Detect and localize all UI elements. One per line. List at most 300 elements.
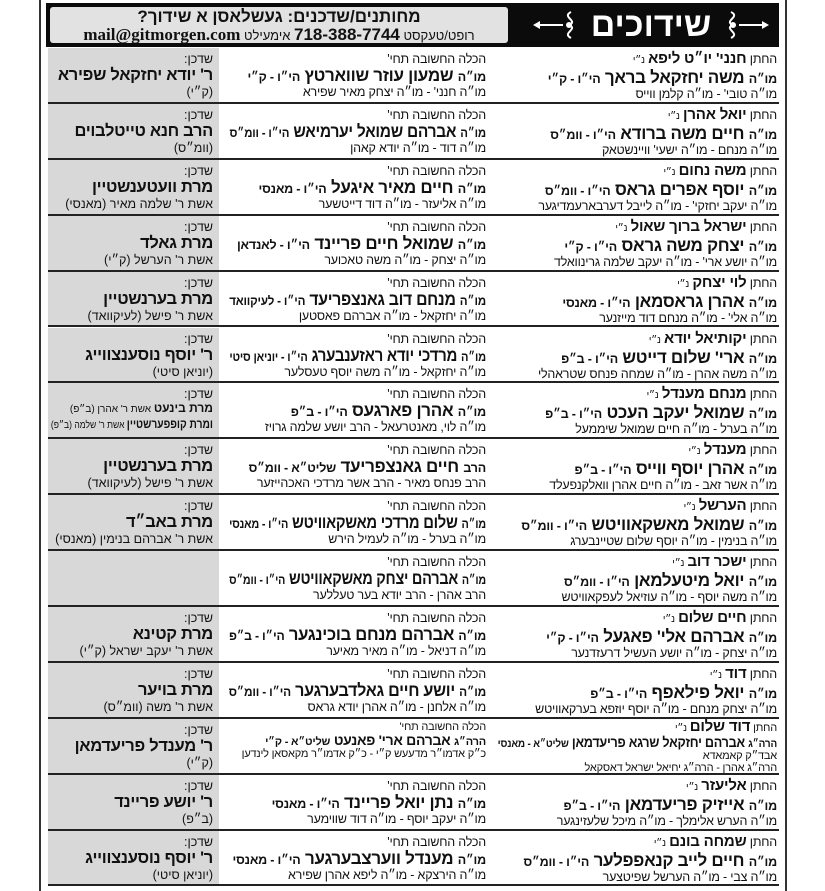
bride-column	[228, 104, 486, 155]
bride-father-name: חיים מאיר איגעל	[330, 177, 454, 197]
bride-father-title: מו״ה	[461, 573, 486, 588]
groom-prefix: החתן	[749, 666, 777, 681]
bride-column	[228, 495, 486, 546]
bride-label: הכלה החשובה תחי'	[387, 834, 486, 849]
bride-father-place: הי״ו - וומ״ס	[229, 125, 290, 140]
bride-father-name: אהרן פארגעס	[352, 401, 454, 421]
shadchan-column	[48, 272, 219, 326]
groom-line	[497, 105, 777, 124]
bride-father-name: חיים גאנצפריעד	[340, 457, 459, 477]
bride-parents: מו״ה יחזקאל - מו״ה אברהם פאסטען	[298, 308, 486, 323]
bride-father-name: מרדכי יודא ראזענבערג	[311, 345, 458, 365]
bride-father-line	[228, 793, 486, 812]
groom-parents: מו״ה מנחם - מו״ה ישעי' וויינשטאק	[601, 142, 777, 157]
shadchan-name: מרת בערנשטיין	[103, 457, 213, 476]
groom-father-title: מו״ה	[748, 854, 777, 869]
shadchan-column	[48, 160, 219, 214]
groom-father-place: הי״ו - וומ״ס	[563, 575, 630, 590]
groom-father-line	[497, 403, 777, 422]
groom-father-title: מו״ה	[748, 463, 777, 478]
bride-father-line	[228, 178, 486, 197]
bride-parents: מו״ה בערל - מו״ה לעמיל הירש	[328, 532, 486, 547]
groom-prefix: החתן	[749, 499, 777, 514]
groom-line	[497, 387, 777, 403]
shadchan-note: (ב״פ)	[182, 811, 213, 826]
shadchan-name: מרת בערנשטיין	[103, 289, 213, 308]
shadchan-entry	[50, 417, 213, 433]
bride-parents: הרב אהרן - הרב יודא בער טעללער	[313, 588, 486, 603]
groom-father-name: ארי' שלום דייטש	[622, 347, 745, 367]
bride-father-title: מו״ה	[461, 517, 486, 532]
groom-father-line	[497, 515, 777, 534]
groom-father-place: הי״ו - וומ״ס	[523, 854, 590, 869]
shadchan-label: שדכן:	[184, 443, 213, 458]
bride-father-title: מו״ה	[458, 629, 486, 643]
groom-name: חנני' יו״ט ליפא	[648, 50, 747, 67]
bride-label: הכלה החשובה תחי'	[387, 778, 486, 793]
groom-prefix: החתן	[749, 331, 777, 346]
bride-parents: מו״ה דניאל - מו״ה מאיר מאיער	[326, 644, 486, 658]
engagement-row	[48, 495, 779, 551]
groom-line	[497, 611, 777, 627]
bride-father-title: מו״ה	[457, 70, 486, 84]
groom-suffix: נ״י	[688, 446, 701, 458]
bride-father-title: מו״ה	[457, 237, 486, 252]
bride-father-name: שלום מרדכי מאשקאוויטש	[292, 513, 458, 533]
groom-father-line	[497, 851, 777, 870]
groom-line	[497, 664, 777, 683]
phone-number: 718-388-7744	[294, 25, 400, 44]
bride-father-line	[229, 345, 486, 365]
bride-father-line	[228, 457, 486, 476]
bride-parents: מו״ה יחזקאל - מו״ה משה יוסף טעסלער	[284, 364, 486, 379]
bride-father-title: מו״ה	[461, 349, 486, 364]
groom-father-place: הי״ו - ב״פ	[545, 407, 602, 422]
groom-prefix: החתן	[749, 611, 777, 625]
bride-label: הכלה החשובה תחי'	[387, 52, 486, 66]
page-border-right	[785, 0, 787, 891]
bride-father-name: אברהם יצחק מאשקאוויטש	[289, 569, 459, 589]
groom-father-title: מו״ה	[748, 686, 777, 701]
shadchan-name: ר' יושע פריינד	[114, 792, 213, 811]
bride-label: הכלה החשובה תחי'	[387, 331, 486, 346]
shadchan-note: אשת ר' אברהם בנימין (מאנסי)	[55, 532, 213, 547]
groom-father-line	[497, 733, 777, 750]
bride-father-place: הי״ו - יוניאן סיטי	[229, 349, 308, 364]
bride-father-title: מו״ה	[459, 684, 486, 699]
groom-father-name: יואל מיטעלמאן	[634, 571, 745, 591]
groom-father-place: הי״ו - ב״פ	[590, 686, 648, 701]
bride-father-line	[228, 733, 486, 748]
shadchan-note: אשת ר' יעקב ישראל (ק״י)	[79, 644, 213, 658]
groom-father-name: אברהם יחזקאל שרגא פריעדמאן	[571, 733, 745, 750]
groom-father-title: מו״ה	[748, 351, 777, 366]
engagement-row	[48, 439, 779, 495]
groom-father-title: הרה״ג	[748, 737, 777, 750]
groom-parents: מו״ה משה יוסף - מו״ה עוזיאל לעפקאוויטש	[561, 590, 777, 605]
bride-column	[228, 439, 486, 490]
engagement-row	[48, 383, 779, 439]
groom-column	[497, 383, 777, 436]
groom-line	[497, 52, 777, 68]
shadchan-column	[48, 104, 219, 158]
shadchan-label: שדכן:	[184, 778, 213, 793]
bride-father-line	[229, 289, 486, 309]
bride-father-place: הי״ו - לעיקוואד	[229, 293, 306, 308]
bride-father-line	[228, 66, 486, 85]
bride-label: הכלה החשובה תחי'	[387, 387, 486, 402]
shadchan-name: הרב חנא טייטלבוים	[74, 121, 213, 140]
email-link[interactable]: mail@gitmorgen.com	[83, 25, 241, 44]
groom-prefix: החתן	[749, 275, 777, 290]
groom-father-line	[497, 180, 777, 199]
groom-father-extra: אבד״ק קאמאדא	[702, 749, 777, 762]
groom-column	[497, 48, 777, 101]
shadchan-name: ר' יוסף נוסענצווייג	[85, 345, 213, 364]
shadchan-label: שדכן:	[184, 499, 213, 514]
engagement-row	[48, 831, 779, 887]
groom-father-title: מו״ה	[748, 183, 777, 198]
bride-father-place: הי״ו - וומ״ס	[229, 573, 286, 588]
engagement-row	[48, 48, 779, 104]
groom-name: שמחה בונם	[669, 832, 747, 850]
bride-father-name: יושע חיים גאלדבערגער	[295, 680, 455, 700]
groom-father-line	[497, 348, 777, 367]
groom-father-place: הי״ו - ק״י	[547, 72, 601, 86]
shadchan-name: מרת בינעט	[153, 401, 213, 416]
groom-column	[497, 551, 777, 604]
groom-line	[497, 329, 777, 348]
groom-parents: מו״ה יושע ארי' - מו״ה יעקב שלמה גרינוואלד	[553, 254, 777, 269]
groom-father-name: משה יחזקאל בראך	[604, 68, 745, 87]
groom-suffix: נ״י	[646, 390, 659, 402]
groom-column	[497, 495, 777, 548]
bride-father-line	[228, 401, 486, 420]
groom-prefix: החתן	[753, 721, 777, 734]
groom-name: הערשל	[698, 497, 747, 515]
groom-column	[497, 272, 777, 325]
call-label: רופט/טעקסט	[403, 28, 475, 43]
groom-father-title: מו״ה	[748, 407, 777, 422]
groom-name: דוד שלום	[689, 717, 751, 735]
shadchan-name: ר' יוסף נוסענצווייג	[85, 848, 213, 867]
bride-column	[228, 328, 486, 379]
bride-father-name: שמואל חיים פריינד	[314, 233, 454, 253]
groom-column	[497, 719, 777, 774]
groom-name: יואל אהרן	[683, 105, 747, 123]
shadchan-column	[48, 775, 219, 829]
groom-name: ישכר דוב	[687, 553, 747, 571]
groom-father-place: הי״ו - ק״י	[564, 239, 618, 254]
bride-column	[228, 775, 486, 826]
shadchan-column	[48, 831, 219, 885]
groom-suffix: נ״י	[632, 55, 645, 66]
groom-column	[497, 663, 777, 716]
shadchan-note: אשת ר' הערשל (ק״י)	[104, 252, 213, 267]
section-header	[46, 3, 779, 47]
groom-father-line	[497, 236, 777, 255]
groom-father-title: מו״ה	[748, 72, 777, 86]
groom-parents: מו״ה טובי' - מו״ה קלמן ווייס	[635, 87, 777, 101]
shadchan-label: שדכן:	[184, 834, 213, 849]
ornament-right-icon	[721, 9, 771, 41]
groom-parents: מו״ה בנימין - מו״ה יוסף שלום שטיינבערג	[570, 534, 777, 549]
shadchan-column	[48, 439, 219, 493]
bride-parents: מו״ה חנני' - מו״ה יצחק מאיר שפירא	[302, 85, 486, 99]
engagement-row	[48, 775, 779, 831]
groom-father-name: אהרן גראסמאן	[634, 291, 745, 311]
groom-name: דוד	[725, 664, 747, 682]
bride-label: הכלה החשובה תחי'	[399, 720, 486, 733]
bride-column	[228, 663, 486, 714]
bride-column	[228, 831, 486, 882]
groom-column	[497, 216, 777, 269]
ornament-left-icon	[531, 9, 581, 41]
shadchan-column	[48, 607, 219, 661]
bride-label: הכלה החשובה תחי'	[387, 107, 486, 122]
shadchan-note: אשת ר' שלמה (ב״פ)	[50, 420, 125, 432]
page-border-left	[39, 0, 41, 891]
shadchan-label: שדכן:	[184, 666, 213, 681]
bride-father-name: מנחם דוב גאנצפריעד	[309, 289, 456, 309]
groom-line	[497, 555, 777, 571]
shadchan-note: אשת ר' שלמה מאיר (מאנסי)	[65, 196, 213, 211]
groom-father-line	[497, 571, 777, 590]
groom-father-place: הי״ו - וומ״ס	[544, 183, 611, 198]
groom-suffix: נ״י	[709, 669, 722, 681]
shadchan-name: ר' מענדל פריעדמאן	[74, 736, 213, 755]
shadchan-name: מרת וועטענשטיין	[92, 177, 213, 196]
engagement-row	[48, 663, 779, 719]
groom-name: משה נחום	[678, 161, 747, 179]
groom-column	[497, 831, 777, 884]
groom-prefix: החתן	[749, 107, 777, 122]
shadchan-entry	[50, 401, 213, 417]
bride-label: הכלה החשובה תחי'	[387, 163, 486, 178]
groom-column	[497, 439, 777, 492]
bride-father-name: מענדל ווערצבערגער	[304, 848, 454, 868]
page-title: שידוכים	[590, 6, 712, 44]
groom-suffix: נ״י	[648, 334, 661, 346]
groom-prefix: החתן	[749, 443, 777, 458]
bride-column	[228, 48, 486, 99]
bride-father-title: הרב	[463, 461, 486, 476]
groom-father-title: מו״ה	[748, 575, 777, 590]
shadchan-name: מרת באב״ד	[125, 513, 213, 532]
bride-father-line	[228, 625, 486, 644]
groom-father-place: שליט״א - מאנסי	[497, 737, 569, 750]
bride-father-place: הי״ו - מאנסי	[232, 852, 301, 867]
groom-father-place: הי״ו - ב״פ	[563, 798, 621, 813]
groom-prefix: החתן	[749, 52, 777, 66]
bride-father-place: הי״ו - מאנסי	[229, 517, 289, 532]
bride-label: הכלה החשובה תחי'	[387, 666, 486, 681]
bride-column	[228, 719, 486, 760]
groom-parents: מו״ה יצחק מנחם - מו״ה יוסף יוזפא בערקאוויטש	[535, 701, 777, 716]
engagement-row	[48, 719, 779, 775]
groom-suffix: נ״י	[663, 166, 676, 178]
bride-father-name: אברהם ארי' פאנעט	[333, 731, 451, 748]
groom-father-name: אברהם אלי' פאגעל	[603, 627, 745, 646]
email-label: אימעילט	[243, 28, 291, 43]
shadchan-label: שדכן:	[184, 722, 213, 737]
shadchan-column	[48, 551, 219, 605]
groom-father-name: אייזיק פריעדמאן	[624, 794, 745, 814]
engagement-row	[48, 272, 779, 328]
groom-suffix: נ״י	[677, 278, 690, 290]
groom-name: מנחם מענדל	[661, 385, 747, 403]
bride-father-line	[228, 680, 486, 700]
groom-father-line	[497, 683, 777, 702]
shadchan-note: (יוניאן סיטי)	[152, 867, 213, 882]
groom-parents: מו״ה צבי - מו״ה הערשל שפיטצער	[602, 869, 777, 884]
bride-father-title: מו״ה	[457, 405, 486, 420]
bride-father-place: הי״ו - ב״פ	[290, 405, 348, 420]
shadchan-column	[48, 328, 219, 382]
groom-line	[497, 273, 777, 292]
bride-father-title: מו״ה	[459, 293, 486, 308]
groom-father-name: יצחק משה גראס	[621, 235, 745, 255]
bride-parents: מו״ה אליעזר - מו״ה דוד דייטשער	[318, 196, 486, 211]
groom-suffix: נ״י	[662, 614, 675, 625]
bride-father-name: נתן יואל פריינד	[344, 792, 454, 812]
groom-father-line	[497, 627, 777, 646]
bride-father-line	[229, 513, 486, 533]
shadchan-name: ר' יודא יחזקאל שפירא	[57, 66, 213, 84]
bride-column	[228, 551, 486, 602]
bride-father-line	[228, 234, 486, 253]
bride-father-place: הי״ו - מאנסי	[271, 796, 340, 811]
shadchan-column	[48, 663, 219, 717]
bride-column	[228, 607, 486, 658]
groom-suffix: נ״י	[653, 837, 666, 849]
engagement-row	[48, 160, 779, 216]
bride-father-title: מו״ה	[457, 796, 486, 811]
groom-parents: מו״ה יעקב יחזקי' - מו״ה לייבל דערבארעמדיגער	[538, 198, 777, 213]
groom-father-name: חיים לייב קנאפפלער	[593, 850, 745, 870]
groom-father-title: מו״ה	[748, 631, 777, 645]
shadchan-note: אשת ר' פישל (לעיקוואד)	[87, 308, 213, 323]
groom-suffix: נ״י	[672, 558, 685, 570]
bride-father-name: אברהם מנחם בוכינגער	[288, 625, 455, 644]
bride-father-name: אברהם שמואל יערמיאש	[293, 121, 457, 141]
shadchan-label: שדכן:	[184, 331, 213, 346]
engagement-row	[48, 328, 779, 384]
shadchan-note: (ק״י)	[186, 85, 213, 99]
groom-column	[497, 104, 777, 157]
groom-suffix: נ״י	[683, 502, 696, 514]
shadchan-note: (ק״י)	[186, 755, 213, 770]
groom-name: מענדל	[703, 441, 747, 459]
bride-column	[228, 160, 486, 211]
shadchan-column	[48, 383, 219, 437]
bride-father-line	[228, 849, 486, 868]
groom-column	[497, 607, 777, 660]
bride-father-line	[229, 121, 486, 141]
groom-father-name: אהרן יוסף ווייס	[635, 459, 745, 479]
groom-line	[497, 776, 777, 795]
bride-column	[228, 272, 486, 323]
bride-label: הכלה החשובה תחי'	[387, 555, 486, 570]
shadchan-name: מרת גאלד	[140, 233, 213, 252]
contact-box	[50, 7, 508, 43]
bride-column	[228, 216, 486, 267]
groom-suffix: נ״י	[686, 781, 698, 793]
groom-father-name: שמואל יעקב העכט	[606, 403, 745, 423]
groom-suffix: נ״י	[667, 110, 680, 122]
groom-father-title: מו״ה	[748, 295, 777, 310]
bride-father-place: הי״ו - לאנדאן	[236, 237, 310, 252]
groom-father-title: מו״ה	[748, 239, 777, 254]
groom-column	[497, 775, 777, 828]
groom-father-title: מו״ה	[748, 127, 777, 142]
engagement-row	[48, 104, 779, 160]
bride-father-place: שליט״א - ק״י	[265, 735, 331, 748]
shadchan-label: שדכן:	[184, 163, 213, 178]
bride-parents: מו״ה יצחק - מו״ה משה טאכוער	[324, 252, 486, 267]
groom-prefix: החתן	[749, 219, 777, 234]
groom-prefix: החתן	[749, 834, 777, 849]
bride-father-line	[229, 569, 486, 589]
shadchan-note: (יוניאן סיטי)	[152, 364, 213, 379]
groom-father-line	[497, 459, 777, 478]
bride-father-place: שליט״א - וומ״ס	[248, 461, 337, 476]
shadchan-name: ומרת קופפערשטיין	[126, 417, 213, 432]
shadchan-label: שדכן:	[184, 387, 213, 402]
bride-father-place: הי״ו - וומ״ס	[228, 684, 291, 699]
groom-parents: מו״ה אלי' - מו״ה מנחם דוד מייזנער	[599, 310, 777, 325]
shadchan-column	[48, 719, 219, 773]
groom-father-name: חיים משה ברודא	[620, 123, 745, 143]
groom-parents: מו״ה הערש אלימלך - מו״ה מיכל שלעזינגער	[556, 813, 777, 828]
shadchan-note: אשת ר' משה (וומ״ס)	[103, 699, 213, 714]
shadchan-note: אשת ר' פישל (לעיקוואד)	[87, 476, 213, 491]
groom-name: חיים שלום	[678, 609, 747, 626]
groom-prefix: החתן	[749, 555, 777, 570]
shadchan-label: שדכן:	[184, 107, 213, 122]
bride-father-place: הי״ו - ב״פ	[228, 629, 285, 643]
bride-father-title: מו״ה	[457, 181, 486, 196]
shadchan-note: (וומ״ס)	[173, 140, 213, 155]
bride-label: הכלה החשובה תחי'	[387, 499, 486, 514]
bride-parents: מו״ה דוד - מו״ה יודא קאהן	[350, 140, 486, 155]
groom-parents: מו״ה בערל - מו״ה חיים שמואל שיממעל	[575, 422, 777, 437]
bride-label: הכלה החשובה תחי'	[387, 443, 486, 458]
bride-parents: מו״ה יעקב יוסף - מו״ה דוד שווימער	[307, 811, 486, 826]
groom-father-name: יוסף אפרים גראס	[614, 179, 745, 199]
bride-father-title: הרה״ג	[453, 735, 486, 748]
groom-line	[497, 717, 777, 735]
contact-details	[50, 26, 508, 44]
groom-parents: מו״ה משה אהרן - מו״ה שמחה פנחס שטראהלי	[537, 366, 777, 381]
groom-prefix: החתן	[749, 163, 777, 178]
groom-father-place: הי״ו - ב״פ	[574, 463, 632, 478]
groom-father-name: שמואל מאשקאוויטש	[591, 515, 745, 535]
shadchan-name: מרת בויער	[138, 680, 213, 699]
shadchan-column	[48, 495, 219, 549]
groom-father-title: מו״ה	[748, 798, 777, 813]
groom-prefix: החתן	[749, 387, 777, 402]
bride-parents: הרב פנחס מאיר - הרב אשר מרדכי האכהייזער	[256, 476, 486, 491]
groom-prefix: החתן	[749, 778, 777, 793]
groom-column	[497, 328, 777, 381]
groom-father-line	[497, 795, 777, 814]
engagement-row	[48, 551, 779, 607]
groom-father-line	[497, 68, 777, 87]
shadchan-column	[48, 48, 219, 102]
bride-father-title: מו״ה	[460, 125, 486, 140]
shadchan-label: שדכן:	[184, 219, 213, 234]
